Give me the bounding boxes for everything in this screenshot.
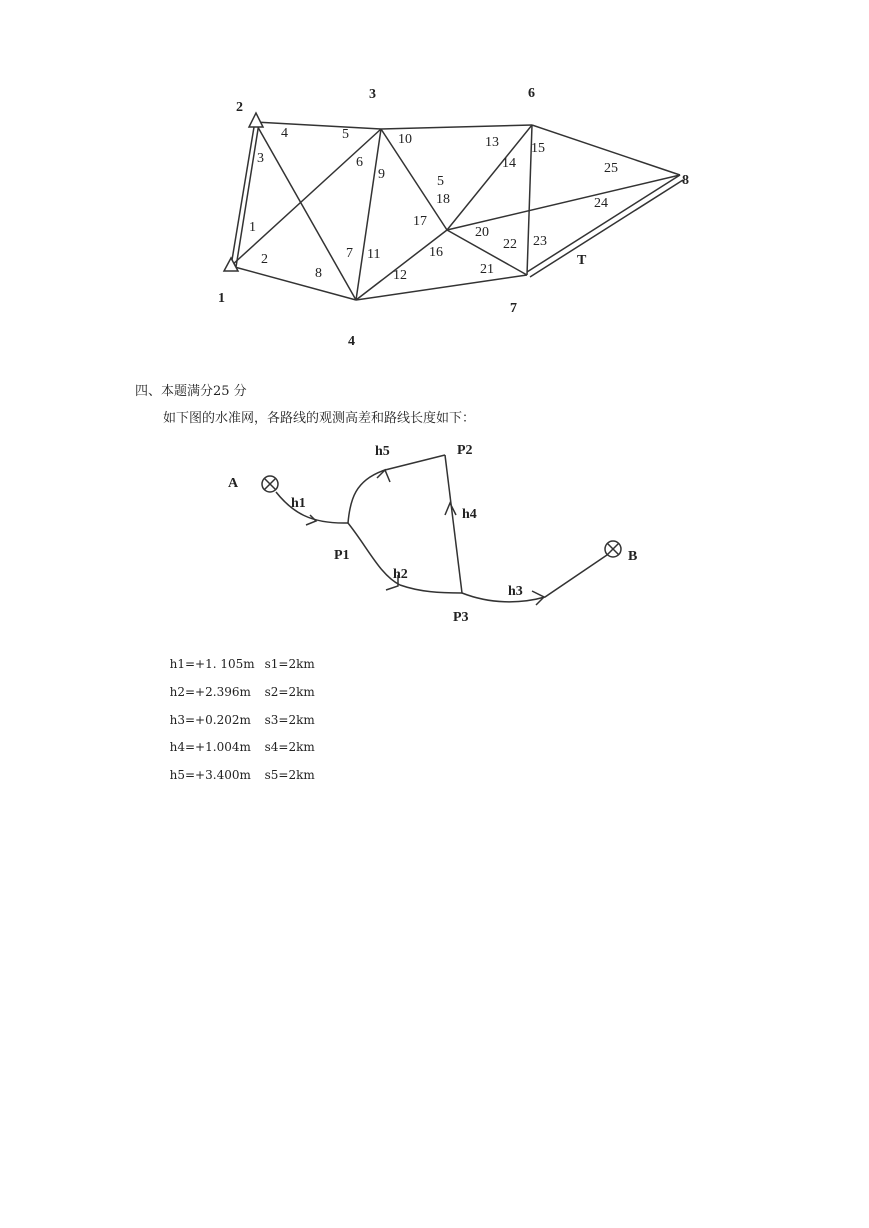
point-label-7: 7 xyxy=(510,301,517,316)
side-label-T: T xyxy=(577,253,587,268)
section-heading: 四、本题满分25 分 xyxy=(135,384,247,399)
angle-label-6: 6 xyxy=(356,155,363,170)
point-label-2: 2 xyxy=(236,100,243,115)
angle-label-3: 3 xyxy=(257,151,264,166)
height-difference: h5=+3.400m xyxy=(169,768,251,782)
angle-label-2: 2 xyxy=(261,252,268,267)
angle-label-15: 15 xyxy=(531,141,545,156)
route-h4 xyxy=(445,455,462,593)
angle-label-24: 24 xyxy=(594,196,608,211)
observation-row xyxy=(162,671,315,699)
angle-label-21: 21 xyxy=(480,262,494,277)
route-label-h3: h3 xyxy=(508,584,523,599)
height-difference: h3=+0.202m xyxy=(169,713,251,727)
angle-label-5: 5 xyxy=(342,127,349,142)
route-h1 xyxy=(276,492,348,523)
angle-label-8: 8 xyxy=(315,266,322,281)
leveling-point-p3: P3 xyxy=(453,610,469,625)
route-label-h2: h2 xyxy=(393,567,408,582)
leveling-point-a: A xyxy=(228,476,239,491)
angle-label-13: 13 xyxy=(485,135,499,150)
angle-label-9: 9 xyxy=(378,167,385,182)
point-label-6: 6 xyxy=(528,86,535,101)
route-label-h4: h4 xyxy=(462,507,477,522)
benchmark-b-icon xyxy=(605,541,621,557)
route-label-h5: h5 xyxy=(375,444,390,459)
angle-label-17: 17 xyxy=(413,214,427,229)
point-label-4: 4 xyxy=(348,334,355,349)
angle-label-11: 11 xyxy=(367,247,381,262)
route-h3 xyxy=(462,555,607,602)
angle-label-22: 22 xyxy=(503,237,517,252)
angle-label-18: 18 xyxy=(436,192,450,207)
route-label-h1: h1 xyxy=(291,496,306,511)
height-difference: h2=+2.396m xyxy=(169,685,251,699)
angle-label-23: 23 xyxy=(533,234,547,249)
height-difference: h4=+1.004m xyxy=(169,740,251,754)
angle-label-1: 1 xyxy=(249,220,256,235)
leveling-point-b: B xyxy=(628,549,638,564)
route-h2 xyxy=(348,523,462,593)
angle-label-4: 4 xyxy=(281,126,288,141)
point-label-8: 8 xyxy=(682,173,689,188)
observation-row xyxy=(162,726,315,754)
route-length: s4=2km xyxy=(264,740,315,754)
route-length: s2=2km xyxy=(264,685,315,699)
angle-label-20: 20 xyxy=(475,225,489,240)
angle-label-12: 12 xyxy=(393,268,407,283)
observation-row xyxy=(162,754,315,782)
route-length: s5=2km xyxy=(264,768,315,782)
route-h5 xyxy=(348,455,445,523)
angle-label-10: 10 xyxy=(398,132,412,147)
leveling-point-p2: P2 xyxy=(457,443,473,458)
route-h4-arrow xyxy=(445,503,456,515)
leveling-point-p1: P1 xyxy=(334,548,350,563)
angle-label-25: 25 xyxy=(604,161,618,176)
angle-label-14: 14 xyxy=(502,156,516,171)
angle-label-7: 7 xyxy=(346,246,353,261)
route-length: s3=2km xyxy=(264,713,315,727)
point-label-5: 5 xyxy=(437,174,444,189)
angle-label-16: 16 xyxy=(429,245,443,260)
route-length: s1=2km xyxy=(264,657,315,671)
benchmark-a-icon xyxy=(262,476,278,492)
observation-row xyxy=(162,643,315,671)
height-difference: h1=+1. 105m xyxy=(169,657,255,671)
observation-row xyxy=(162,699,315,727)
point-label-1: 1 xyxy=(218,291,225,306)
section-intro: 如下图的水准网，各路线的观测高差和路线长度如下： xyxy=(163,411,476,426)
point-label-3: 3 xyxy=(369,87,376,102)
